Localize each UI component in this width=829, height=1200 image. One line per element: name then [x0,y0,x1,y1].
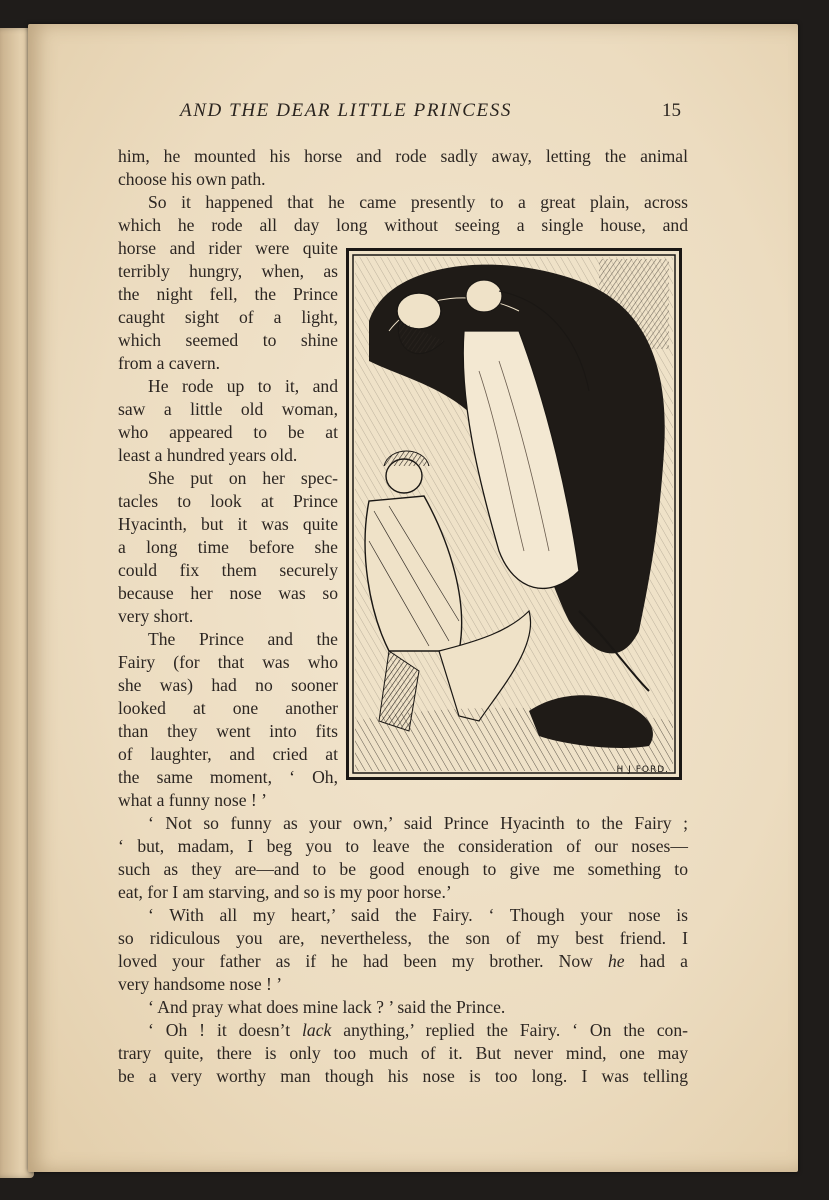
text-line: could fix them securely [118,560,338,580]
text-line: of laughter, and cried at [118,744,338,764]
text-line: ‘ And pray what does mine lack ? ’ said the Prince. [148,997,506,1017]
text-line: saw a little old woman, [118,399,338,419]
text-line: the same moment, ‘ Oh, [118,767,338,787]
text-line: horse and rider were quite [118,238,338,258]
text-segment: ‘ Oh ! it doesn’t [148,1020,303,1040]
text-line: she was) had no sooner [118,675,338,695]
text-line: So it happened that he came presently to a great plain, across [148,192,688,212]
emphasis-text: lack [302,1020,332,1040]
text-line: tacles to look at Prince [118,491,338,511]
text-line: a long time before she [118,537,338,557]
running-title: AND THE DEAR LITTLE PRINCESS [180,100,512,121]
text-line: terribly hungry, when, as [118,261,338,281]
text-line: which seemed to shine [118,330,338,350]
text-line: She put on her spec- [148,468,338,488]
emphasis-text: he [607,951,625,971]
text-line: be a very worthy man though his nose is too long. I was telling [118,1066,688,1086]
text-line: him, he mounted his horse and rode sadly away, letting the animal [118,146,688,166]
text-line: Hyacinth, but it was quite [118,514,338,534]
text-line: Fairy (for that was who [118,652,338,672]
text-line: very short. [118,606,194,626]
text-segment: had a [624,951,688,971]
text-line: looked at one another [118,698,338,718]
text-line: from a cavern. [118,353,221,373]
artist-signature: H J FORD. [616,765,669,775]
text-line: very handsome nose ! ’ [118,974,283,994]
text-line: the night fell, the Prince [118,284,338,304]
text-line: caught sight of a light, [118,307,338,327]
text-line: eat, for I am starving, and so is my poor horse.’ [118,882,452,902]
text-line: The Prince and the [148,629,338,649]
page-number: 15 [662,100,681,121]
text-line [118,950,688,972]
text-line: choose his own path. [118,169,266,189]
engraved-illustration [346,248,682,780]
fairy-and-prince-engraving [349,251,679,777]
text-line: such as they are—and to be good enough to give me something to [118,859,688,879]
text-line: ‘ With all my heart,’ said the Fairy. ‘ Though your nose is [148,905,688,925]
text-line: because her nose was so [118,583,338,603]
text-line: which he rode all day long without seeing a single house, and [118,215,688,235]
text-line [118,1019,688,1041]
text-line: ‘ but, madam, I beg you to leave the consideration of our noses— [118,836,688,856]
text-line: than they went into fits [118,721,338,741]
text-segment: anything,’ replied the Fairy. ‘ On the con- [331,1020,688,1040]
text-line: so ridiculous you are, nevertheless, the son of my best friend. I [118,928,688,948]
text-line: trary quite, there is only too much of it. But never mind, one may [118,1043,688,1063]
text-line: who appeared to be at [118,422,338,442]
text-line: what a funny nose ! ’ [118,790,268,810]
text-segment: loved your father as if he had been my brother. Now [118,951,608,971]
text-line: He rode up to it, and [148,376,338,396]
text-line: least a hundred years old. [118,445,298,465]
text-line: ‘ Not so funny as your own,’ said Prince Hyacinth to the Fairy ; [148,813,688,833]
